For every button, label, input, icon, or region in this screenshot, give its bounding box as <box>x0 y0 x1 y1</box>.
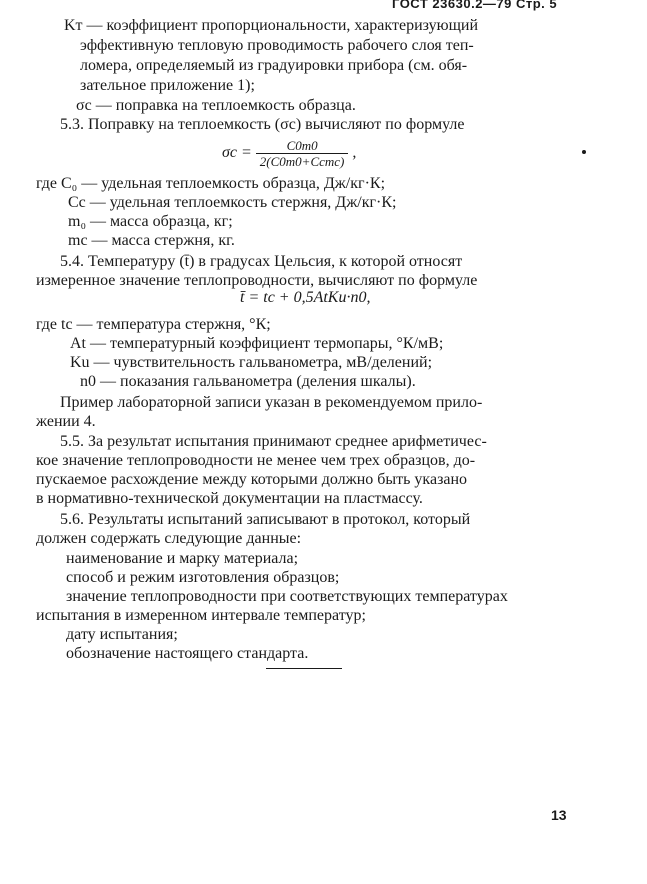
list-item: обозначение настоящего стандарта. <box>66 645 309 662</box>
page-number: 13 <box>551 807 567 823</box>
text-line: ломера, определяемый из градуировки прибора (см. обя- <box>80 57 468 74</box>
text-line: кое значение теплопроводности не менее чем трех образцов, до- <box>36 452 476 469</box>
text-line: должен содержать следующие данные: <box>36 530 302 547</box>
definition-line: Cc — удельная теплоемкость стержня, Дж/кг·К; <box>68 194 397 211</box>
text-line: 5.5. За результат испытания принимают среднее арифметичес- <box>60 433 487 450</box>
formula-numerator: C0m0 <box>256 138 349 154</box>
formula-fraction <box>256 138 349 169</box>
list-item: наименование и марку материала; <box>66 550 299 567</box>
text-line: эффективную тепловую проводимость рабочего слоя теп- <box>80 37 474 54</box>
page-header: ГОСТ 23630.2—79 Стр. 5 <box>392 0 558 11</box>
text-line: измеренное значение теплопроводности, вычисляют по формуле <box>36 272 478 289</box>
definition-line: mc — масса стержня, кг. <box>68 232 235 249</box>
formula-correction: σc = $\frac{C0m0}{\text{2(C0m0+Ccmc)}}$ , <box>222 138 357 169</box>
text-line: жении 4. <box>36 413 96 430</box>
text-line: Пример лабораторной записи указан в рекомендуемом прило- <box>60 394 483 411</box>
formula-temperature: t̄ = tc + 0,5AtKu·n0, <box>240 289 371 306</box>
definition-line: n0 — показания гальванометра (деления шкалы). <box>80 373 416 390</box>
text-line: зательное приложение 1); <box>80 77 255 94</box>
text-line: σc — поправка на теплоемкость образца. <box>76 97 356 114</box>
text-line: 5.4. Температуру (t̄) в градусах Цельсия, к которой относят <box>60 253 463 270</box>
list-item: испытания в измеренном интервале температур; <box>36 607 366 624</box>
formula-lhs: σc <box>222 144 237 162</box>
definition-line: где C₀ — удельная теплоемкость образца, Дж/кг·К; <box>36 175 386 192</box>
list-item: дату испытания; <box>66 626 178 643</box>
list-item: значение теплопроводности при соответствующих температурах <box>66 588 508 605</box>
definition-line: m₀ — масса образца, кг; <box>68 213 233 230</box>
section-divider <box>266 668 342 669</box>
text-line: пускаемое расхождение между которыми должно быть указано <box>36 471 468 488</box>
stray-mark <box>582 150 586 154</box>
definition-line: где tc — температура стержня, °К; <box>36 316 271 333</box>
text-line: 5.6. Результаты испытаний записывают в протокол, который <box>60 511 471 528</box>
text-line: Kт — коэффициент пропорциональности, характеризующий <box>64 17 479 34</box>
definition-line: Ku — чувствительность гальванометра, мВ/делений; <box>70 354 433 371</box>
text-line: в нормативно-технической документации на пластмассу. <box>36 490 423 507</box>
text-line: 5.3. Поправку на теплоемкость (σc) вычисляют по формуле <box>60 116 465 133</box>
formula-denominator: 2(C0m0+Ccmc) <box>259 154 345 169</box>
list-item: способ и режим изготовления образцов; <box>66 569 340 586</box>
definition-line: At — температурный коэффициент термопары, °К/мВ; <box>70 335 444 352</box>
formula-trailing: , <box>352 144 357 162</box>
